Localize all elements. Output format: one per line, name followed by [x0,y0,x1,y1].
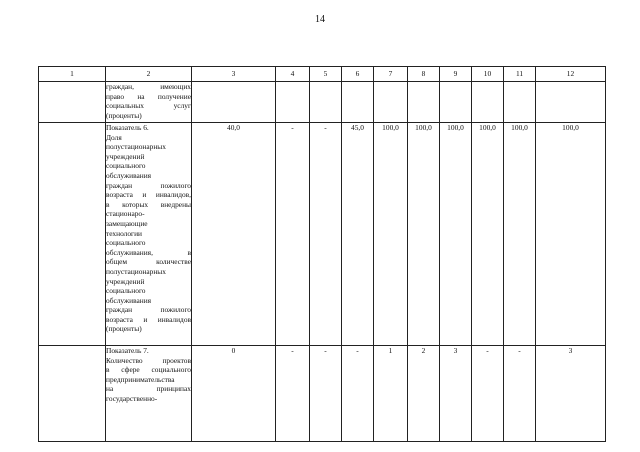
indicator-line: обслуживания [106,295,152,305]
value-cell: 3 [440,346,472,442]
indicator-line: граждан пожилого [106,180,191,190]
indicator-line: возраста и инвалидов [106,314,191,324]
indicator-line: предпринимательства [106,374,175,384]
indicator-line: социального [106,161,146,171]
indicator-line: возраста и инвалидов, [106,190,191,200]
value-cell [536,82,606,123]
value-cell: 100,0 [440,123,472,346]
column-header: 10 [472,67,504,82]
value-cell [310,82,342,123]
value-cell [504,82,536,123]
indicator-line: полустационарных [106,266,166,276]
indicator-line: стационаро- [106,209,145,219]
indicator-cell [106,346,192,442]
value-cell [276,82,310,123]
row-number-cell [39,123,106,346]
indicator-cell [106,82,192,123]
value-cell [408,82,440,123]
value-cell: 3 [536,346,606,442]
indicator-line: в которых внедрены [106,199,191,209]
column-header: 7 [374,67,408,82]
indicator-line: технологии [106,228,142,238]
table-row [39,82,606,123]
indicator-line: Количество проектов [106,355,191,365]
value-cell: 1 [374,346,408,442]
indicator-line: на принципах [106,384,191,394]
value-cell: - [310,123,342,346]
value-cell: - [276,123,310,346]
value-cell [440,82,472,123]
value-cell: 100,0 [374,123,408,346]
value-cell: 100,0 [408,123,440,346]
value-cell [472,82,504,123]
row-number-cell [39,346,106,442]
value-cell: 40,0 [192,123,276,346]
column-header: 8 [408,67,440,82]
table-row [39,123,606,346]
indicator-line: обслуживания [106,170,152,180]
indicator-line: граждан, имеющих [106,82,191,91]
value-cell: 2 [408,346,440,442]
value-cell: - [310,346,342,442]
indicator-line: замещающие [106,218,148,228]
value-cell: 100,0 [504,123,536,346]
indicator-line: в сфере социального [106,365,191,375]
value-cell: - [504,346,536,442]
value-cell: 0 [192,346,276,442]
indicator-cell [106,123,192,346]
value-cell: 100,0 [472,123,504,346]
column-header: 9 [440,67,472,82]
indicator-line: (проценты) [106,324,142,334]
value-cell [342,82,374,123]
indicator-line: общем количестве [106,257,191,267]
indicator-line: Доля [106,132,122,142]
indicator-line: обслуживания, в [106,247,191,257]
table-header-row [39,67,606,82]
indicator-line: социального [106,238,146,248]
column-header: 12 [536,67,606,82]
indicator-line: социального [106,286,146,296]
column-header: 5 [310,67,342,82]
indicator-line: право на получение [106,91,191,101]
indicator-line: государственно- [106,393,158,403]
column-header: 3 [192,67,276,82]
value-cell: - [276,346,310,442]
value-cell: - [342,346,374,442]
value-cell [192,82,276,123]
indicator-line: Показатель 6. [106,123,149,132]
table-row [39,346,606,442]
indicator-table [38,66,606,442]
column-header: 11 [504,67,536,82]
column-header: 2 [106,67,192,82]
indicator-line: полустационарных [106,142,166,152]
value-cell [374,82,408,123]
indicator-line: учреждений [106,151,145,161]
column-header: 1 [39,67,106,82]
indicator-line: Показатель 7. [106,346,149,355]
indicator-line: учреждений [106,276,145,286]
value-cell: - [472,346,504,442]
row-number-cell [39,82,106,123]
indicator-line: (проценты) [106,110,142,120]
value-cell: 45,0 [342,123,374,346]
column-header: 6 [342,67,374,82]
page-number: 14 [315,14,325,25]
indicator-line: граждан пожилого [106,305,191,315]
indicator-line: социальных услуг [106,101,191,111]
column-header: 4 [276,67,310,82]
value-cell: 100,0 [536,123,606,346]
